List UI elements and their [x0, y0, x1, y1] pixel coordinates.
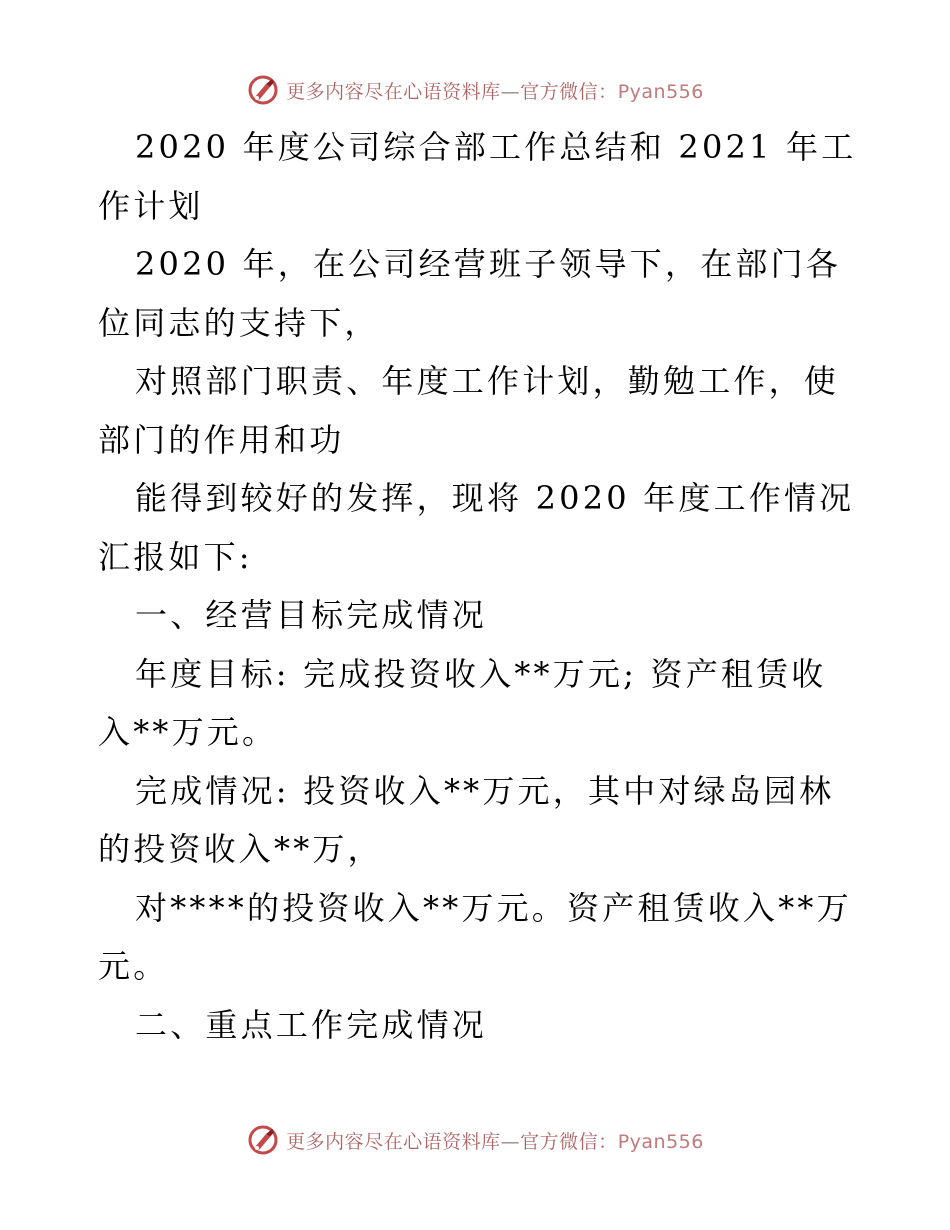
- paragraph: 对****的投资收入**万元。资产租赁收入**万元。: [98, 888, 852, 985]
- footer-watermark-text: 更多内容尽在心语资料库—官方微信：Pyan556: [286, 1130, 704, 1153]
- document-title: 2020 年度公司综合部工作总结和 2021 年工作计划: [98, 128, 857, 225]
- header-watermark-text: 更多内容尽在心语资料库—官方微信：Pyan556: [286, 80, 704, 103]
- pen-logo-icon: [246, 73, 280, 107]
- section-heading: 二、重点工作完成情况: [135, 1005, 488, 1044]
- paragraph: 完成情况: 投资收入**万元，其中对绿岛园林的投资收入**万，: [98, 771, 835, 868]
- paragraph: 对照部门职责、年度工作计划，勤勉工作，使部门的作用和功: [98, 362, 840, 459]
- pen-logo-icon: [246, 1123, 280, 1157]
- paragraph: 年度目标: 完成投资收入**万元; 资产租赁收入**万元。: [98, 654, 827, 751]
- paragraph: 能得到较好的发挥，现将 2020 年度工作情况汇报如下:: [98, 479, 855, 576]
- section-heading: 一、经营目标完成情况: [135, 596, 488, 634]
- footer-watermark-banner: [0, 1120, 950, 1160]
- document-body: [98, 118, 858, 1054]
- header-watermark-banner: [0, 70, 950, 110]
- paragraph: 2020 年，在公司经营班子领导下，在部门各位同志的支持下，: [98, 245, 842, 342]
